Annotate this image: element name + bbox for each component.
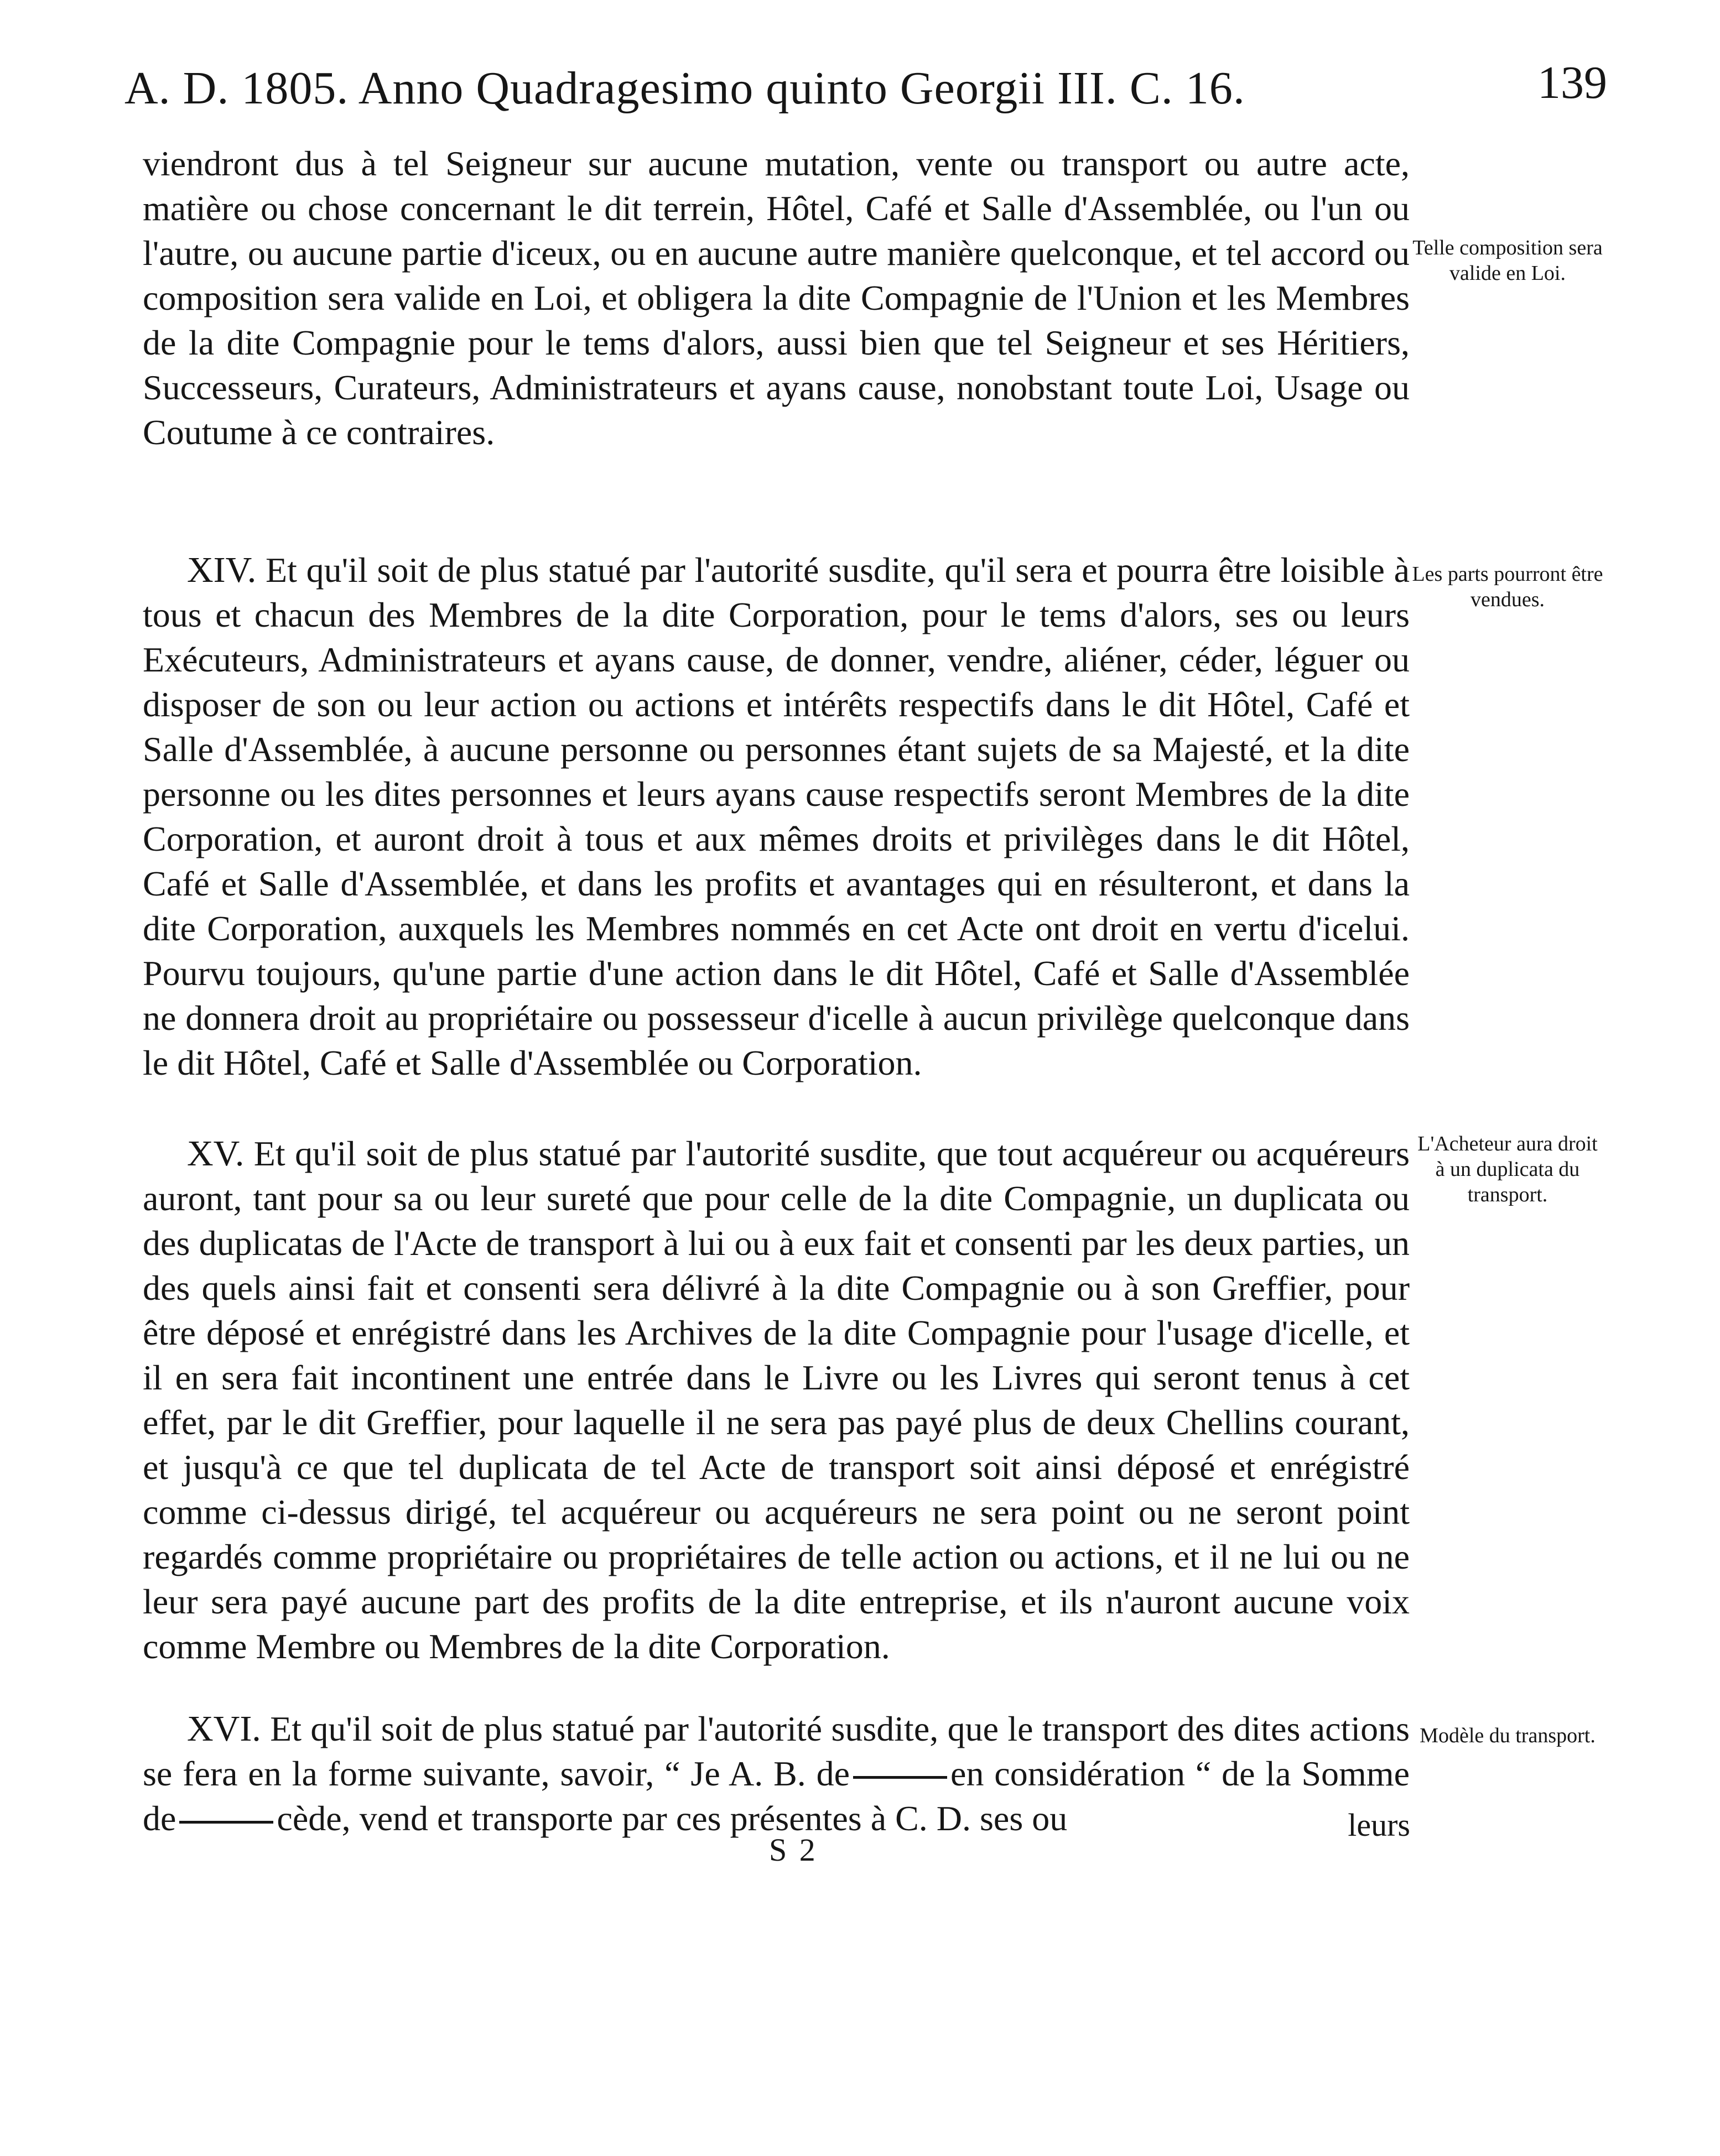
page-number: 139 [1537,57,1607,108]
margin-note-modele: Modèle du transport. [1420,1724,1596,1747]
running-head-title: A. D. 1805. Anno Quadragesimo quinto Georgii III. C. 16. [124,63,1245,114]
section-number: XV. [187,1133,245,1174]
section-number: XVI. [187,1709,261,1749]
section-text-part1: Et qu'il soit de plus statué par l'autorité susdite, que le transport des dites actions se fera en la forme suivante, savoir, “ Je A. B. de [143,1709,1410,1793]
blank-line [179,1821,273,1824]
catchword: leurs [1348,1807,1410,1843]
continuation-paragraph [143,141,1410,455]
section-number: XIV. [187,550,257,590]
section-text-part2: en considération “ de la Somme de [143,1754,1410,1838]
running-head [124,47,1607,130]
blank-line [853,1776,947,1779]
printer-signature: S 2 [769,1832,818,1868]
section-xvi [143,1706,1410,1841]
margin-note-parts: Les parts pourront être vendues. [1412,563,1603,611]
section-text-part3: cède, vend et transporte par ces présentes à C. D. ses ou [277,1799,1068,1838]
margin-note-composition: Telle composition sera valide en Loi. [1412,236,1603,285]
margin-note-acheteur: L'Acheteur aura droit à un duplicata du transport. [1417,1132,1598,1206]
section-text: Et qu'il soit de plus statué par l'autorité susdite, que tout acquéreur ou acquéreurs auront, tant pour sa ou leur sureté que pour celle de la dite Compagnie, un duplicata ou des duplicatas de l'Acte de transport à lui ou à eux fait et consenti par les deux parties, un des quels ainsi fait et consenti sera délivré à la dite Compagnie ou à son Greffier, pour être déposé et enrégistré dans les Archives de la dite Compagnie pour l'usage d'icelle, et il en sera fait incontinent une entrée dans le Livre ou les Livres qui seront tenus à cet effet, par le dit Greffier, pour laquelle il ne sera pas payé plus de deux Chellins courant, et jusqu'à ce que tel duplicata de tel Acte de transport soit ainsi déposé et enrégistré comme ci-dessus dirigé, tel acquéreur ou acquéreurs ne sera point ou ne seront point regardés comme propriétaire ou propriétaires de telle action ou actions, et il ne lui ou ne leur sera payé aucune part des profits de la dite entreprise, et ils n'auront aucune voix comme Membre ou Membres de la dite Corporation. [143,1134,1410,1666]
continuation-text: viendront dus à tel Seigneur sur aucune mutation, vente ou transport ou autre acte, matière ou chose concernant le dit terrein, Hôtel, Café et Salle d'Assemblée, ou l'un ou l'autre, ou aucune partie d'iceux, ou en aucune autre manière quelconque, et tel accord ou composition sera valide en Loi, et obligera la dite Compagnie de l'Union et les Membres de la dite Compagnie pour le tems d'alors, aussi bien que tel Seigneur et ses Héritiers, Successeurs, Curateurs, Administrateurs et ayans cause, nonobstant toute Loi, Usage ou Coutume à ce contraires. [143,144,1410,452]
section-xiv [143,548,1410,1085]
section-text: Et qu'il soit de plus statué par l'autorité susdite, qu'il sera et pourra être loisible à tous et chacun des Membres de la dite Corporation, pour le tems d'alors, ses ou leurs Exécuteurs, Administrateurs et ayans cause, de donner, vendre, aliéner, céder, léguer ou disposer de son ou leur action ou actions et intérêts respectifs dans le dit Hôtel, Café et Salle d'Assemblée, à aucune personne ou personnes étant sujets de sa Majesté, et la dite personne ou les dites personnes et leurs ayans cause respectifs seront Membres de la dite Corporation, et auront droit à tous et aux mêmes droits et privilèges dans le dit Hôtel, Café et Salle d'Assemblée, et dans les profits et avantages qui en résulteront, et dans la dite Corporation, auxquels les Membres nommés en cet Acte ont droit en vertu d'icelui. Pourvu toujours, qu'une partie d'une action dans le dit Hôtel, Café et Salle d'Assemblée ne donnera droit au propriétaire ou possesseur d'icelle à aucun privilège quelconque dans le dit Hôtel, Café et Salle d'Assemblée ou Corporation. [143,550,1410,1082]
section-xv [143,1131,1410,1669]
